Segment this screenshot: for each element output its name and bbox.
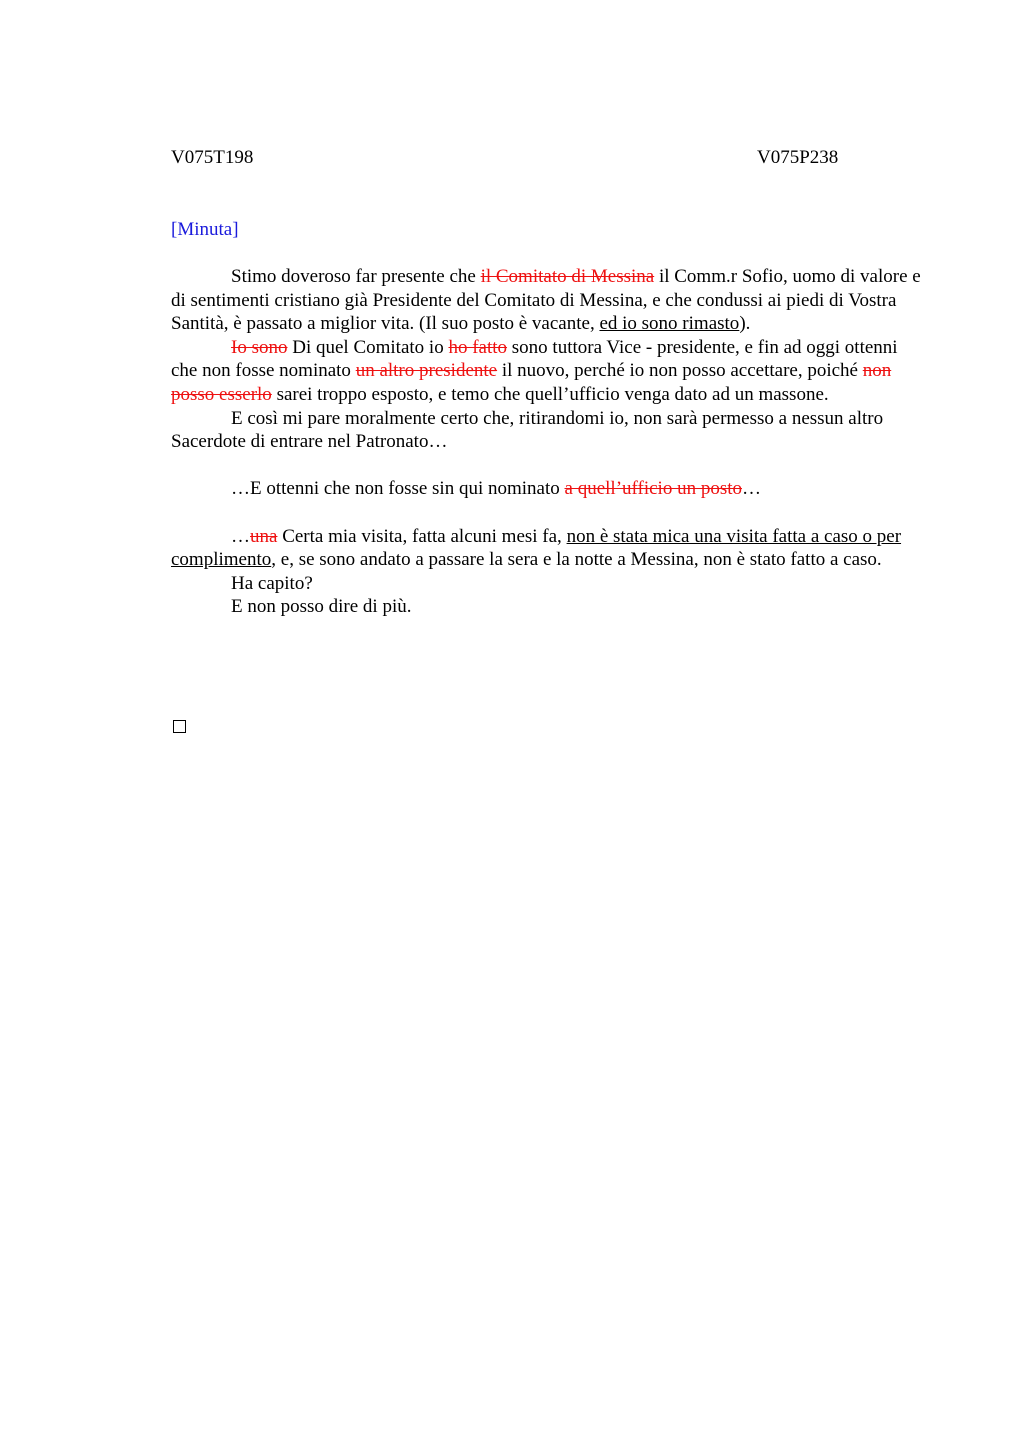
document-body bbox=[171, 265, 921, 619]
paragraph-4 bbox=[171, 477, 921, 501]
paragraph-gap bbox=[171, 454, 921, 478]
deleted-text: il Comitato di Messina bbox=[480, 266, 655, 287]
text-run: Certa mia visita, fatta alcuni mesi fa, bbox=[277, 525, 567, 547]
text-run: Ha capito? bbox=[231, 572, 313, 594]
text-run: il Comm.r Sofio, uomo di valore e di sentimenti cristiano già Presidente del Comitato di Messina, e che condussi ai piedi di Vostra Santità, è passato a miglior vita. (Il suo posto è vacante, bbox=[171, 266, 921, 335]
text-run: sarei troppo esposto, e temo che quell’ufficio venga dato ad un massone. bbox=[271, 383, 829, 405]
text-run: E non posso dire di più. bbox=[231, 596, 412, 618]
text-run: Di quel Comitato io bbox=[287, 336, 449, 358]
deleted-text: un altro presidente bbox=[355, 360, 498, 382]
text-run: … bbox=[742, 478, 761, 500]
section-label: [Minuta] bbox=[171, 219, 239, 240]
text-run: ). bbox=[739, 313, 751, 335]
document-code-right: V075P238 bbox=[757, 147, 839, 168]
page-header bbox=[171, 146, 921, 170]
text-run: il nuovo, perché io non posso accettare, poiché bbox=[497, 360, 863, 382]
paragraph-2 bbox=[171, 336, 921, 407]
text-run: …E ottenni che non fosse sin qui nominato bbox=[231, 478, 565, 500]
paragraph-6 bbox=[171, 572, 921, 596]
text-run: Stimo doveroso far presente che bbox=[231, 266, 481, 287]
paragraph-7 bbox=[171, 595, 921, 619]
empty-square-icon bbox=[173, 720, 186, 733]
text-run: , e, se sono andato a passare la sera e la notte a Messina, non è stato fatto a caso. bbox=[271, 549, 882, 571]
text-run: sono tuttora Vice - presidente, e fin ad oggi ottenni che non fosse nominato bbox=[171, 336, 898, 382]
underlined-text: non è stata mica una visita fatta a caso o per complimento bbox=[171, 525, 902, 571]
paragraph-gap bbox=[171, 501, 921, 525]
underlined-text: ed io sono rimasto bbox=[599, 313, 740, 335]
paragraph-5 bbox=[171, 525, 921, 572]
paragraph-3 bbox=[171, 407, 921, 454]
text-run: E così mi pare moralmente certo che, ritirandomi io, non sarà permesso a nessun altro Sacerdote di entrare nel Patronato… bbox=[171, 407, 884, 453]
deleted-text: a quell’ufficio un posto bbox=[564, 478, 742, 500]
deleted-text: una bbox=[250, 525, 278, 547]
paragraph-1 bbox=[171, 265, 921, 336]
text-run: … bbox=[231, 525, 250, 547]
deleted-text: Io sono bbox=[231, 336, 288, 358]
deleted-text: ho fatto bbox=[448, 336, 508, 358]
document-code-left: V075T198 bbox=[171, 147, 254, 168]
deleted-text: non posso esserlo bbox=[171, 360, 892, 405]
